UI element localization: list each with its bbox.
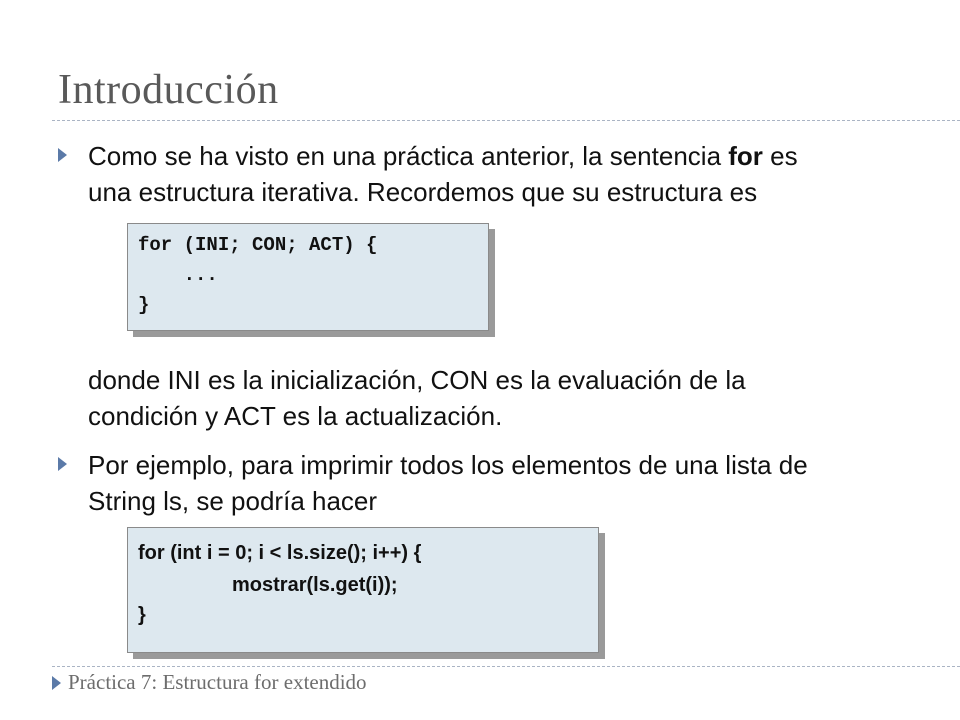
continuation-line-1: donde INI es la inicialización, CON es la evaluación de la bbox=[88, 365, 746, 395]
code-line: } bbox=[138, 294, 150, 316]
bullet-1-line-2: una estructura iterativa. Recordemos que su estructura es bbox=[88, 177, 758, 207]
slide-title: Introducción bbox=[58, 67, 279, 113]
slide-footer: Práctica 7: Estructura for extendido bbox=[68, 670, 367, 694]
continuation-line-2: condición y ACT es la actualización. bbox=[88, 401, 503, 431]
code-line: } bbox=[138, 604, 146, 626]
bullet-paragraph-1 bbox=[88, 138, 928, 210]
triangle-bullet-icon bbox=[58, 148, 67, 162]
code-line: for (int i = 0; i < ls.size(); i++) { bbox=[138, 542, 422, 564]
code-line: ... bbox=[138, 264, 218, 286]
bullet-2-line-2: String ls, se podría hacer bbox=[88, 486, 378, 516]
footer-divider bbox=[52, 666, 960, 667]
code-block-for-example bbox=[127, 527, 599, 653]
footer-triangle-icon bbox=[52, 676, 61, 690]
bullet-paragraph-2 bbox=[88, 447, 928, 519]
continuation-paragraph bbox=[88, 362, 928, 434]
keyword-for: for bbox=[728, 141, 763, 171]
title-divider bbox=[52, 120, 960, 121]
code-line: mostrar(ls.get(i)); bbox=[232, 574, 398, 596]
triangle-bullet-icon bbox=[58, 457, 67, 471]
bullet-2-line-1: Por ejemplo, para imprimir todos los elementos de una lista de bbox=[88, 450, 808, 480]
bullet-1-line-1: Como se ha visto en una práctica anterior, la sentencia for es bbox=[88, 141, 798, 171]
code-line: for (INI; CON; ACT) { bbox=[138, 234, 378, 256]
code-block-for-syntax bbox=[127, 223, 489, 331]
